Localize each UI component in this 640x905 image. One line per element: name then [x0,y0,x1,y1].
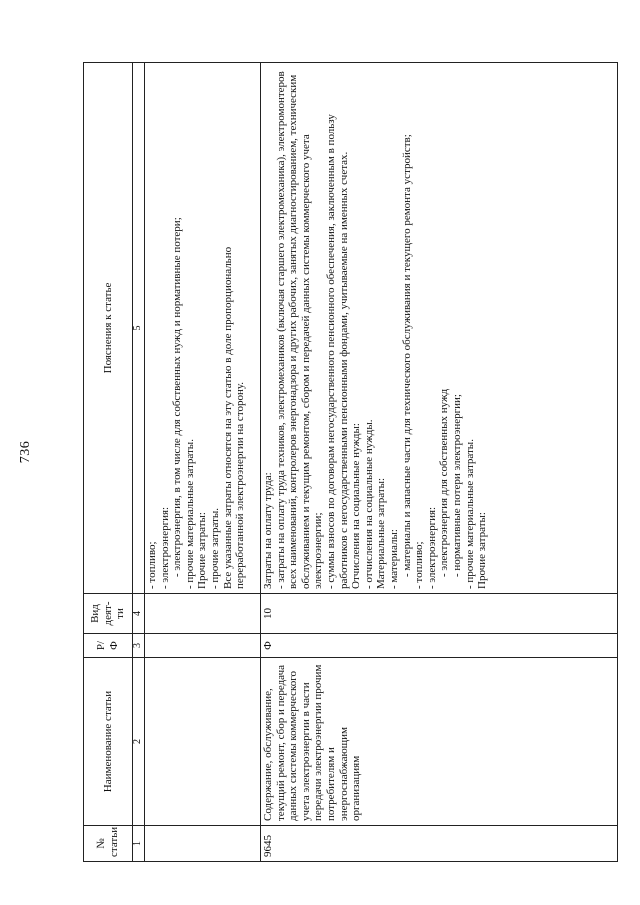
table-row-continued [145,63,261,862]
explanation-line: - нормативные потери электроэнергии; [450,394,463,577]
explanation-line: - прочие затраты. [208,508,221,589]
item-activity: 10 [261,594,618,634]
explanation-line: - электроэнергия, в том числе для собственных нужд и нормативные потери; [171,217,184,577]
header-item-number: № статьи [84,826,133,862]
column-number: 3 [133,634,145,658]
table-header-row [84,63,133,862]
cell-empty [145,634,261,658]
explanation-line: - прочие материальные затраты. [183,439,196,589]
explanation-line: Прочие затраты: [476,512,489,589]
explanation-line: Все указанные затраты относятся на эту статью в доле пропорционально [221,246,234,589]
explanation-line: - прочие материальные затраты. [463,439,476,589]
header-rf: Р/ Ф [84,634,133,658]
column-number: 2 [133,658,145,826]
explanation-line: - электроэнергия: [158,506,171,589]
header-activity-type: Вид деят-ти [84,594,133,634]
column-number: 4 [133,594,145,634]
header-item-name: Наименование статьи [84,658,133,826]
column-numbers-row [133,63,145,862]
explanation-line: - материалы: [387,529,400,589]
explanation-line: - затраты на оплату труда техников, электромехаников (включая старшего электромеханика), электромонтеров всех наименований, контролеров энергонадзора и других рабочих, занятых диагностированием, техническим обслуживанием и текущим ремонтом, сбором и передачей данных системы коммерческого учета электроэнергии; [274,71,325,589]
page-number: 736 [18,440,33,464]
explanation-line: - отчисления на социальные нужды. [362,419,375,589]
explanation-line: Материальные затраты: [375,477,388,589]
column-number: 5 [133,63,145,594]
explanation-line: переработанной электроэнергии на сторону. [234,381,247,589]
rotated-table-container [83,62,618,862]
column-number: 1 [133,826,145,862]
explanation-line: Прочие затраты: [196,512,209,589]
explanation-line: Затраты на оплату труда: [262,472,274,589]
cell-empty [145,826,261,862]
item-rf: Ф [261,634,618,658]
item-name: Содержание, обслуживание, текущий ремонт, сбор и передача данных системы коммерческого учета электроэнергии в части передачи электроэнергии прочим потребителям и энергоснабжающим организациям [261,658,618,826]
explanation-line: Отчисления на социальные нужды: [350,423,363,589]
explanation-line: - электроэнергия для собственных нужд [438,388,451,577]
continued-explanation [145,63,261,594]
table-row-9645 [261,63,618,862]
explanation-line: - материалы и запасные части для технического обслуживания и текущего ремонта устройств; [400,134,413,577]
cell-empty [145,594,261,634]
cell-empty [145,658,261,826]
item-number: 9645 [261,826,618,862]
header-explanation: Пояснения к статье [84,63,133,594]
cost-items-table [83,62,618,862]
explanation-line: - электроэнергия: [425,506,438,589]
item-explanation [261,63,618,594]
explanation-line: - топливо; [146,541,158,589]
explanation-line: - суммы взносов по договорам негосударственного пенсионного обеспечения, заключенным в пользу работников с негосударственными пенсионными фондами, учитываемые на именных счетах. [324,114,350,589]
explanation-line: - топливо; [413,541,426,589]
